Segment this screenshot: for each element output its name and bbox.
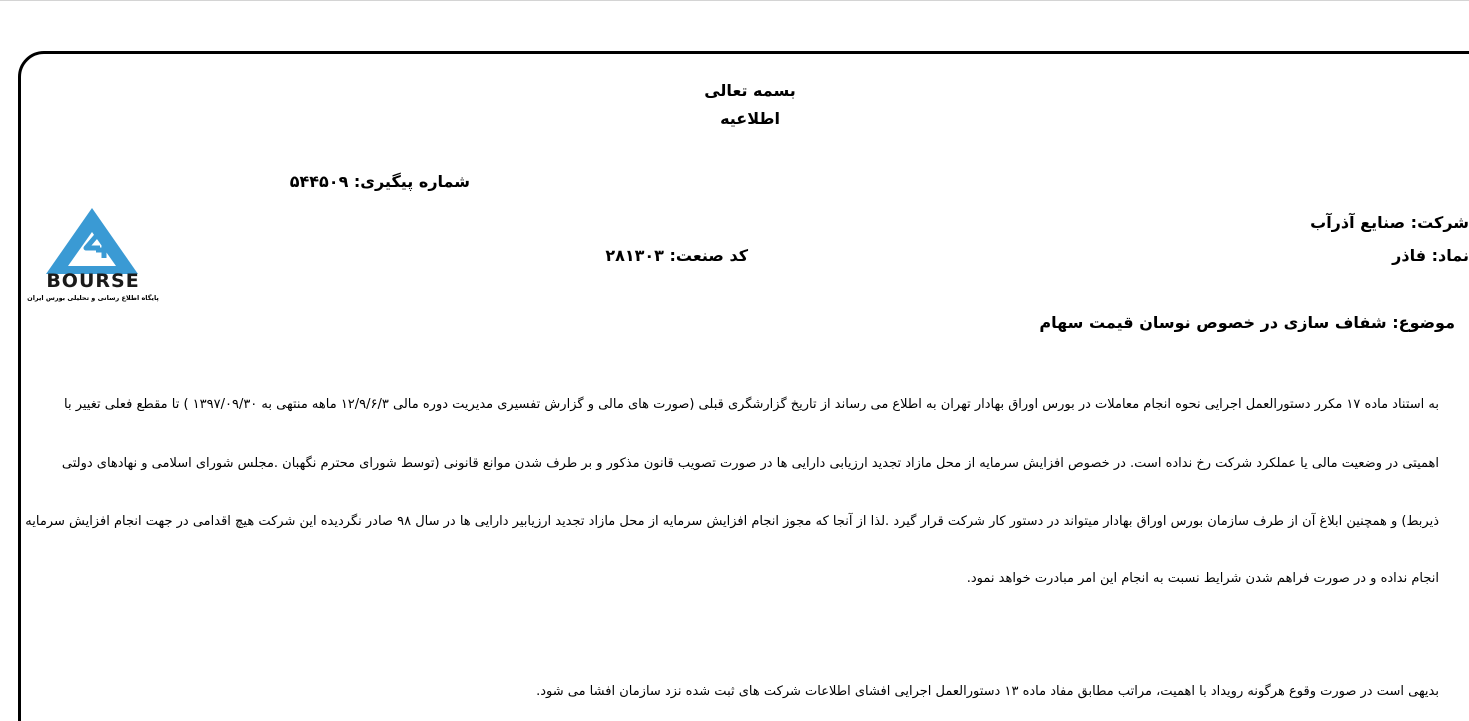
- industry-code-label: کد صنعت:: [669, 246, 748, 265]
- company-field: [1300, 213, 1469, 232]
- company-value: صنایع آذرآب: [1310, 213, 1406, 232]
- symbol-field: [1370, 246, 1469, 265]
- tracking-value: ۵۴۴۵۰۹: [289, 172, 349, 191]
- header-title: اطلاعیه: [720, 109, 780, 128]
- logo-wordmark: BOURSE: [46, 270, 140, 292]
- body-line-1: به استناد ماده ۱۷ مکرر دستورالعمل اجرایی نحوه انجام معاملات در بورس اوراق بهادار تهران به اطلاع می رساند از تاریخ گزارشگری قبلی (صورت های مالی و گزارش تفسیری مدیریت دوره مالی ۱۲/۹/۶/۳ ماهه منتهی به ۱۳۹۷/۰۹/۳۰ ) تا مقطع فعلی تغییر با: [63, 397, 1439, 412]
- symbol-label: نماد:: [1431, 246, 1469, 265]
- industry-code-value: ۲۸۱۳۰۳: [605, 246, 664, 265]
- subject-value: شفاف سازی در خصوص نوسان قیمت سهام: [1039, 313, 1387, 332]
- industry-code-field: [600, 246, 748, 265]
- body-line-2: اهمیتی در وضعیت مالی یا عملکرد شرکت رخ نداده است. در خصوص افزایش سرمایه از محل مازاد تجدید ارزیابی دارایی ها در صورت تصویب قانون مذکور و بر طرف شدن موانع قانونی (توسط شورای محترم نگهبان .مجلس شورای اسلامی و نهادهای دولتی: [61, 456, 1439, 471]
- header-basmala: بسمه تعالی: [704, 81, 796, 100]
- subject-field: [1039, 313, 1455, 332]
- document-frame: [18, 51, 1469, 721]
- tracking-label: شماره پیگیری:: [353, 172, 470, 191]
- company-label: شرکت:: [1410, 213, 1469, 232]
- tracking-number: [289, 172, 470, 191]
- top-divider: [0, 0, 1469, 1]
- bourse-logo-icon: [26, 188, 160, 278]
- subject-label: موضوع:: [1392, 313, 1455, 332]
- closing-line: بدیهی است در صورت وقوع هرگونه رویداد با اهمیت، مراتب مطابق مفاد ماده ۱۳ دستورالعمل اجرایی افشای اطلاعات شرکت های ثبت شده نزد سازمان افشا می شود.: [536, 684, 1439, 699]
- body-line-3: ذیربط) و همچنین ابلاغ آن از طرف سازمان بورس اوراق بهادار میتواند در دستور کار شرکت قرار گیرد .لذا از آنجا که مجوز انجام افزایش سرمایه از محل مازاد تجدید ارزیابیر دارایی ها در سال ۹۸ صادر نگردیده این شرکت هیچ اقدامی در جهت انجام افزایش سرمایه: [25, 514, 1439, 529]
- symbol-value: فاذر: [1392, 246, 1427, 265]
- bourse-logo: [26, 188, 160, 312]
- body-line-4: انجام نداده و در صورت فراهم شدن شرایط نسبت به انجام این امر مبادرت خواهد نمود.: [966, 571, 1439, 586]
- logo-caption: پایگاه اطلاع رسانی و تحلیلی بورس ایران: [27, 294, 159, 302]
